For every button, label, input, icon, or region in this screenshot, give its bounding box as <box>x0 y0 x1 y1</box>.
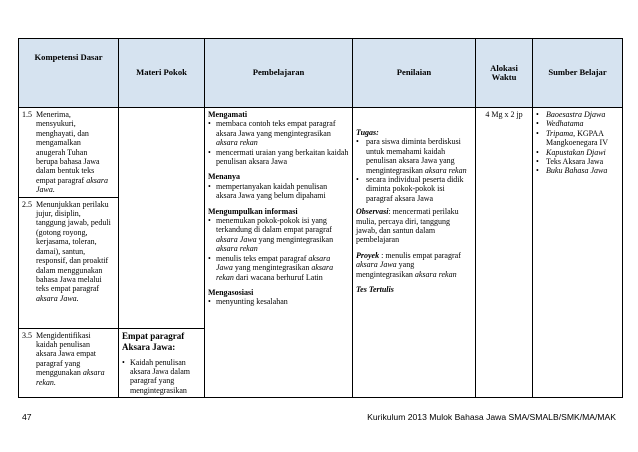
proyek-line <box>356 251 472 279</box>
sumber-item-text: Tripama <box>546 128 574 138</box>
kd-item <box>22 110 115 195</box>
penilaian-cell <box>353 108 476 398</box>
list-item-italic: aksara Jawa <box>216 234 257 244</box>
list-item-italic: aksara rekan <box>424 165 467 175</box>
materi-cell <box>119 328 205 398</box>
sumber-item-suffix: , KGPAA Mangkoenegara IV <box>546 128 608 148</box>
list-item-italic: aksara rekan <box>216 244 258 254</box>
list-item-text: yang mengintegrasikan <box>234 263 310 273</box>
mengamati-list <box>208 119 349 166</box>
list-item <box>356 137 472 175</box>
kd-item <box>22 331 115 387</box>
list-item: • mencermati uraian yang berkaitan kaidah penulisan aksara Jawa <box>208 148 349 167</box>
curriculum-table <box>18 38 623 398</box>
page-number: 47 <box>22 412 32 422</box>
list-item-italic: aksara rekan <box>216 138 258 148</box>
sumber-item <box>536 157 619 166</box>
kd-cell-1-5 <box>19 108 119 198</box>
sumber-item-text: Teks Aksara Jawa <box>546 157 604 167</box>
kd-text-main: Menunjukkan perilaku jujur, disiplin, tanggung jawab, peduli (gotong royong, kerjasama, toleran, damai), santun, responsif, dan proaktif dalam menggunakan bahasa Jawa melalui teks empat paragraf <box>36 199 111 294</box>
kd-text <box>36 331 115 387</box>
menanya-list <box>208 182 349 201</box>
list-item: • Kaidah penulisan aksara Jawa dalam paragraf yang mengintegrasikan <box>122 358 201 396</box>
tes-heading: Tes Tertulis <box>356 285 394 295</box>
observasi-heading: Observasi <box>356 207 389 217</box>
pembelajaran-cell <box>205 108 353 398</box>
header-kompetensi: Kompetensi Dasar <box>19 39 119 108</box>
kd-text-main: Menerima, mensyukuri, menghayati, dan mengamalkan anugerah Tuhan berupa bahasa Jawa dalam bentuk teks empat paragraf <box>36 110 100 185</box>
sumber-item <box>536 166 619 175</box>
footer-title: Kurikulum 2013 Mulok Bahasa Jawa SMA/SMALB/SMK/MA/MAK <box>367 412 616 422</box>
list-item-text: yang mengintegrasikan <box>258 234 334 244</box>
list-item: • mempertanyakan kaidah penulisan aksara Jawa yang belum dipahami <box>208 182 349 201</box>
proyek-heading: Proyek <box>356 250 380 260</box>
proyek-text: : menulis empat paragraf <box>381 250 461 260</box>
tugas-list <box>356 137 472 203</box>
observasi-line <box>356 207 472 245</box>
list-item-italic: aksara rekan <box>216 263 334 282</box>
proyek-italic: aksara rekan <box>414 269 457 279</box>
informasi-list <box>208 216 349 282</box>
sumber-item <box>536 129 619 148</box>
menanya-heading: Menanya <box>208 172 240 182</box>
curriculum-table-wrapper <box>18 38 622 395</box>
kd-text-italic: aksara rekan. <box>36 368 105 387</box>
kd-text <box>36 110 115 195</box>
materi-list <box>122 358 201 396</box>
sumber-cell <box>533 108 623 398</box>
sumber-item-text: Wedhatama <box>546 119 584 129</box>
sumber-item-text: Kapustakan Djawi <box>546 147 606 157</box>
list-item-text: membaca contoh teks empat paragraf aksara Jawa yang mengintegrasikan <box>216 119 336 138</box>
header-penilaian: Penilaian <box>353 39 476 108</box>
table-row <box>19 108 623 198</box>
list-item-text: menemukan pokok-pokok isi yang terkandung di dalam empat paragraf <box>216 216 332 235</box>
sumber-item <box>536 119 619 128</box>
sumber-item-text: Baoesastra Djawa <box>546 110 606 119</box>
alokasi-cell: 4 Mg x 2 jp <box>476 108 533 398</box>
list-item <box>208 119 349 147</box>
asosiasi-heading: Mengasosiasi <box>208 287 254 297</box>
kd-text <box>36 200 115 303</box>
sumber-item <box>536 148 619 157</box>
list-item-text: menulis teks empat paragraf <box>216 253 307 263</box>
list-item <box>208 254 349 282</box>
asosiasi-list <box>208 297 349 306</box>
kd-text-main: Mengidentifikasi kaidah penulisan aksara Jawa empat paragraf yang menggunakan <box>36 330 96 378</box>
sumber-item-text: Buku Bahasa Jawa <box>546 166 608 176</box>
observasi-text: : mencermati perilaku mulia, percaya diri, tanggung jawab, dan santun dalam pembelajaran <box>356 207 459 245</box>
tugas-heading: Tugas: <box>356 128 379 137</box>
materi-title: Empat paragraf Aksara Jawa: <box>122 330 185 352</box>
header-pembelajaran: Pembelajaran <box>205 39 353 108</box>
list-item-italic: aksara Jawa <box>216 253 331 273</box>
header-sumber: Sumber Belajar <box>533 39 623 108</box>
kd-cell-2-5 <box>19 197 119 328</box>
list-item <box>208 216 349 254</box>
kd-item <box>22 200 115 303</box>
kd-text-italic: aksara Jawa. <box>36 175 108 195</box>
list-item: • menyunting kesalahan <box>208 297 349 306</box>
list-item-text: para siswa diminta berdiskusi untuk memahami kaidah penulisan aksara Jawa yang mengintegrasikan <box>366 137 461 175</box>
kd-number: 2.5 <box>22 199 32 209</box>
kd-number: 1.5 <box>22 110 32 119</box>
kd-number: 3.5 <box>22 330 32 340</box>
header-row <box>19 39 623 108</box>
proyek-text: yang mengintegrasikan <box>356 260 415 279</box>
header-materi: Materi Pokok <box>119 39 205 108</box>
materi-cell-empty <box>119 108 205 329</box>
kd-cell-3-5 <box>19 328 119 398</box>
header-alokasi: Alokasi Waktu <box>476 39 533 108</box>
mengamati-heading: Mengamati <box>208 110 248 119</box>
list-item: • secara individual peserta didik diminta pokok-pokok isi paragraf aksara Jawa <box>356 175 472 203</box>
sumber-list <box>536 110 619 176</box>
kd-text-italic: aksara Jawa. <box>36 293 79 303</box>
list-item-text: dari wacana berhuruf Latin <box>235 272 323 282</box>
proyek-italic: aksara Jawa <box>356 260 397 270</box>
informasi-heading: Mengumpulkan informasi <box>208 206 298 216</box>
sumber-item <box>536 110 619 119</box>
